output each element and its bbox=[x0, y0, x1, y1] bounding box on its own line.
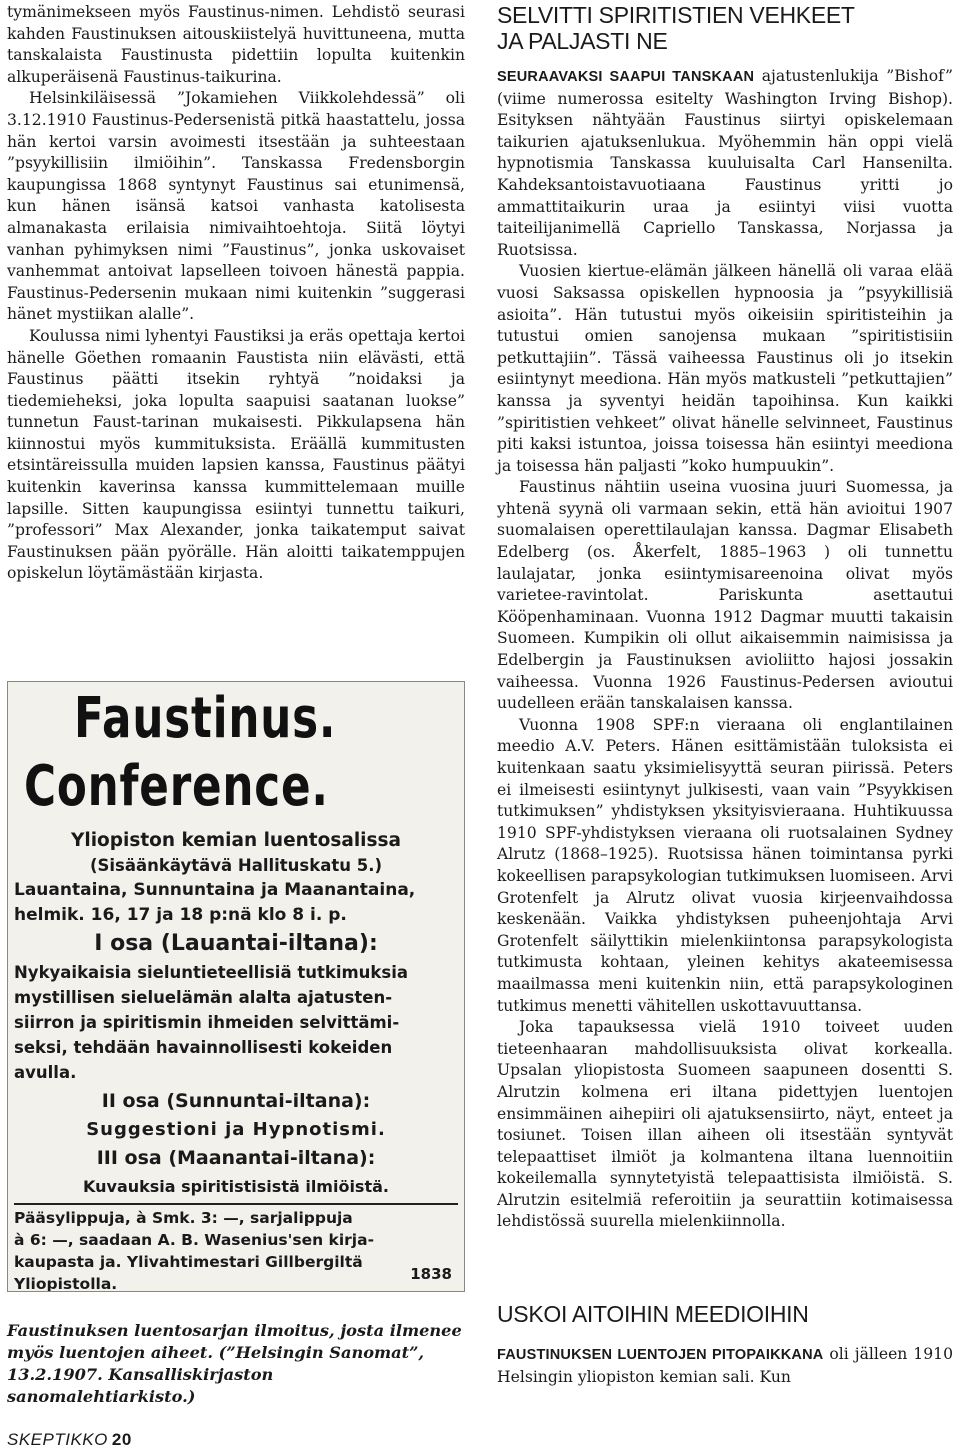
ad-entrance-line: (Sisäänkäytävä Hallituskatu 5.) bbox=[89, 856, 383, 875]
page-footer bbox=[7, 1430, 132, 1450]
ad-part-3-text: Kuvauksia spiritistisistä ilmiöistä. bbox=[83, 1177, 389, 1196]
right-paragraph-3: Faustinus nähtiin useina vuosina juuri Suomessa, ja yhtenä syynä oli varmaan sekin, että hän avioitui 1907 suomalaisen operettilaulajan kanssa. Dagmar Elisabeth Edelberg (os. Åkerfelt, 1885–1963 ) oli tunnettu laulajatar, jonka esiintymisareenoina olivat myös varietee-ravintolat. Pariskunta asettautui Kööpenhaminaan. Vuonna 1912 Dagmar muutti takaisin Suomeen. Kumpikin oli ollut aikaisemmin naimisissa ja Edelbergin ja Faustinuksen avioliitto hajosi jossakin vaiheessa. Vuonna 1926 Faustinus-Pedersen avioutui uudelleen erään tanskalaisen kanssa. bbox=[497, 478, 953, 713]
section-heading-2: USKOI AITOIHIN MEEDIOIHIN bbox=[497, 1301, 809, 1327]
ad-ticket-line-1: Pääsylippuja, à Smk. 3: —, sarjalippuja bbox=[14, 1209, 353, 1227]
right-paragraph-2: Vuosien kiertue-elämän jälkeen hänellä oli varaa elää vuosi Saksassa opiskellen hypnoosia ja ”psyykillisiä asioita”. Hän tutustui myös oikeisiin spiritisteihin ja tutustui omien sanojensa mukaan ”spiritistisiin petkuttajiin”. Tässä vaiheessa Faustinus oli jo itsekin esiintynyt meedionа. Hän myös matkusteli ”petkuttajien” kanssa ja syventyi heidän tapoihinsa. Kun kaikki ”spiritistien vehkeet” olivat hänelle selvinneet, Faustinus piti kaksi istuntoa, joissa toisessa hän esiintyi meediona ja toisessa hän paljasti ”koko humpuukin”. bbox=[497, 262, 953, 475]
newspaper-advertisement-image bbox=[7, 681, 465, 1292]
section-heading-1 bbox=[497, 2, 953, 54]
left-paragraph-2: Helsinkiläisessä ”Jokamiehen Viikkolehdessä” oli 3.12.1910 Faustinus-Pedersenistä pitkä haastattelu, jossa hän kertoi varsin avoimesti itsestään ja suhteestaan ”psyykillisiin ilmiöihin”. Tanskassa Fredensborgin kaupungissa 1868 syntynyt Faustinus sai etunimensä, kun hänen isänsä katsoi vanhasta katolisesta almanakasta erilaisia nimivaihtoehtoja. Siitä löytyi vanhan pyhimyksen nimi ”Faustinus”, jonka uskovaiset vanhemmat antoivat lapselleen toivoen hänestä pappia. Faustinus-Pedersenin mukaan nimi kuitenkin ”suggerasi hänet mystiikan alalle”. bbox=[7, 89, 465, 324]
ad-title-conference: Conference. bbox=[24, 754, 329, 819]
right-paragraph-4: Vuonna 1908 SPF:n vieraana oli englantilainen meedio A.V. Peters. Hänen esittämistään tuloksista ei kuitenkaan saatu yksimielisyyttä seuran piirissä. Peters ei ilmeisesti esiintynyt julkisesti, vaan vain ”Psyykkisen tutkimuksen” yhdistyksen yksityisvieraana. Huhtikuussa 1910 SPF-yhdistyksen vieraana oli ruotsalainen Sydney Alrutz (1868–1925). Ruotsissa hänen toimintansa pyrki kokeellisen parapsykologian tutkimuksen luomiseen. Arvi Grotenfelt ja Alrutz olivat vuosia kirjeenvaihdossa keskenään. Vaikka yhdistyksen puheenjohtaja Arvi Grotenfelt säilyttikin mielenkiintonsa parapsykologista tutkimusta kohtaan, yleinen kehitys akateemisessa maailmassa meni kuitenkin niin, että parapsykologinen tutkimus menetti vähitellen uskottavuuttansa. bbox=[497, 715, 953, 1015]
ad-divider bbox=[14, 1203, 458, 1205]
section-heading-1-line-1: SELVITTI SPIRITISTIEN VEHKEET bbox=[497, 2, 855, 28]
magazine-name: SKEPTIKKO bbox=[7, 1430, 108, 1449]
ad-part-1-heading: I osa (Lauantai-iltana): bbox=[94, 931, 378, 956]
left-paragraph-1: tymänimekseen myös Faustinus-nimen. Lehdistö seurasi kahden Faustinuksen aitouskiistelyä huvittuneena, mutta tanskalaista Faustinusta pidettiin lopulta kuitenkin alkuperäisenä Faustinus-taikurina. bbox=[7, 3, 465, 86]
ad-ticket-line-2: à 6: —, saadaan A. B. Wasenius'sen kirja- bbox=[14, 1231, 375, 1249]
ad-part-1-line-2: mystillisen sieluelämän alalta ajatusten- bbox=[14, 988, 393, 1007]
ad-part-1-line-5: avulla. bbox=[14, 1063, 77, 1082]
run-in-heading-1: SEURAAVAKSI SAAPUI TANSKAAN bbox=[497, 69, 755, 85]
right-paragraph-5: Joka tapauksessa vielä 1910 toiveet uuden tieteenhaaran mahdollisuuksista olivat korkealla. Upsalan yliopistosta Suomeen saapuneen dosentti S. Alrutzin kolmena eri iltana pidettyjen luentojen ensimmäinen aihepiiri oli ajatuksensiirto, näyt, enteet ja tosiunet. Toisen illan aiheen oli itsestään syntyvät telepaattiset ilmiöt ja kolmantena iltana luennoitiin kokeilemalla synnytetyistä telepaattisista ilmiöistä. S. Alrutzin esitelmiä referoitiin ja seurattiin kotimaisessa lehdistössä suurella mielenkiinnolla. bbox=[497, 1018, 953, 1231]
ad-venue-line: Yliopiston kemian luentosalissa bbox=[70, 830, 402, 851]
ad-ticket-line-3: kaupasta ja. Ylivahtimestari Gillbergiltä bbox=[14, 1253, 363, 1271]
section-heading-1-line-2: JA PALJASTI NE bbox=[497, 28, 668, 54]
ad-part-1-line-3: siirron ja spiritismin ihmeiden selvittämi- bbox=[14, 1013, 400, 1032]
left-column bbox=[7, 2, 465, 585]
image-caption: Faustinuksen luentosarjan ilmoitus, josta ilmenee myös luentojen aiheet. (”Helsingin Sanomat”, 13.2.1907. Kansalliskirjaston sanomalehtiarkisto.) bbox=[7, 1321, 462, 1406]
ad-part-2-text: Suggestioni ja Hypnotismi. bbox=[86, 1119, 386, 1140]
right-paragraph-1-text: ajatustenlukija ”Bishof” (viime numerossa esitelty Washington Irving Bishop). Esityksen nähtyään Faustinus siirtyi opiskelemaan taikurien ajatuksenlukua. Myöhemmin hän oppi vielä hypnotismia Tanskassa kuuluisalta Carl Hanseniltа. Kahdeksantoistavuotiaana Faustinus yritti jo ammattitaikurin uraa ja esiintyi viisi vuotta taiteilijanimellä Capriello Tanskassa, Norjassa ja Ruotsissa. bbox=[497, 67, 953, 259]
ad-title-faustinus: Faustinus. bbox=[74, 686, 337, 751]
ad-ticket-line-4: Yliopistolla. bbox=[14, 1275, 118, 1292]
section-heading-2-block bbox=[497, 1301, 953, 1327]
ad-part-1-line-1: Nykyaikaisia sieluntieteellisiä tutkimuksia bbox=[14, 963, 409, 982]
right-column bbox=[497, 2, 953, 1233]
ad-number: 1838 bbox=[410, 1265, 452, 1283]
left-paragraph-3: Koulussa nimi lyhentyi Faustiksi ja eräs opettaja kertoi hänelle Göethen romaanin Faustista niin elävästi, että Faustinus päätti itsekin ryhtyä ”noidaksi ja tiedemieheksi, joka lopulta saapuisi saatanan luokse” tunnetun Faust-tarinan mukaisesti. Pikkulapsena hän kiinnostui myös kummituksista. Eräällä kummitusten etsintäreissulla muiden lapsien kanssa, Faustinus päätyi kuitenkin kaverinsa kanssa kummittelemaan muille lapsille. Sitten kaupungissa esiintyi tunnettu taikuri, ”professori” Max Alexander, jonka taikatemput saivat Faustinuksen pään pyörälle. Hän aloitti taikatemppujen opiskelun löytämästään kirjasta. bbox=[7, 326, 465, 583]
ad-part-2-heading: II osa (Sunnuntai-iltana): bbox=[101, 1090, 371, 1112]
right-paragraph-6 bbox=[497, 1344, 953, 1388]
ad-dates-line: helmik. 16, 17 ja 18 p:nä klo 8 i. p. bbox=[14, 905, 347, 925]
right-paragraph-6-text: oli jälleen 1910 Helsingin yliopiston kemian sali. Kun bbox=[497, 1345, 953, 1386]
ad-part-3-heading: III osa (Maanantai-iltana): bbox=[96, 1147, 376, 1169]
right-paragraph-1 bbox=[497, 66, 953, 261]
right-column-bottom bbox=[497, 1344, 953, 1388]
run-in-heading-2: FAUSTINUKSEN LUENTOJEN PITOPAIKKANA bbox=[497, 1347, 824, 1363]
ad-days-line: Lauantaina, Sunnuntaina ja Maanantaina, bbox=[14, 880, 416, 900]
page-number: 20 bbox=[111, 1430, 132, 1449]
ad-part-1-line-4: seksi, tehdään havainnollisesti kokeiden bbox=[14, 1038, 393, 1057]
